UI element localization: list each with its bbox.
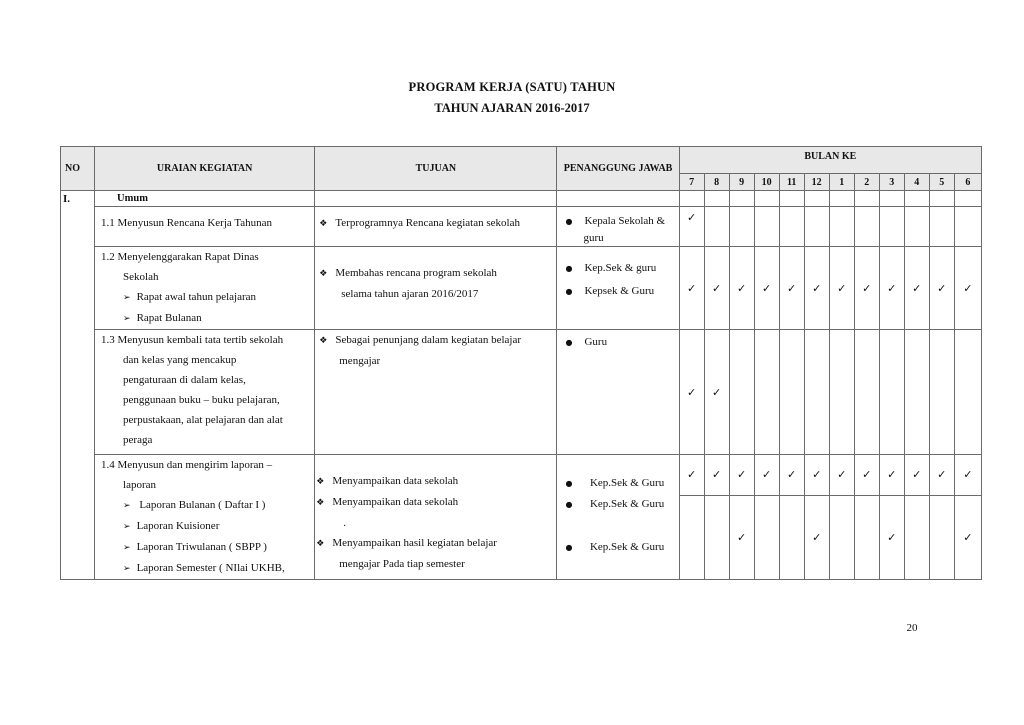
tujuan-text: mengajar Pada tiap semester [339, 558, 465, 570]
month-cell [904, 207, 929, 247]
month-cell [779, 455, 804, 496]
checkmark-icon: ✓ [812, 281, 822, 295]
bullet-icon: ● [565, 500, 573, 509]
uraian-item: Laporan Semester ( NIlai UKHB, [136, 562, 285, 574]
tujuan-text: . [343, 517, 346, 529]
month-cell [879, 455, 904, 496]
month-header: 6 [954, 174, 981, 191]
document-title: PROGRAM KERJA (SATU) TAHUN [408, 80, 616, 94]
checkmark-icon: ✓ [963, 530, 973, 544]
checkmark-icon: ✓ [937, 468, 947, 482]
program-table [60, 146, 982, 580]
month-cell [704, 247, 729, 330]
month-cell [679, 247, 704, 330]
diamond-bullet-icon: ❖ [316, 539, 325, 549]
month-cell [929, 247, 954, 330]
month-cell [954, 247, 981, 330]
pj-text: Kep.Sek & Guru [589, 541, 665, 553]
month-header: 11 [779, 174, 804, 191]
month-cell [754, 207, 779, 247]
month-cell [804, 330, 829, 455]
month-cell [729, 247, 754, 330]
checkmark-icon: ✓ [963, 468, 973, 482]
tujuan-text: Menyampaikan hasil kegiatan belajar [332, 537, 497, 549]
diamond-bullet-icon: ❖ [316, 498, 325, 508]
document-subtitle: TAHUN AJARAN 2016-2017 [434, 101, 590, 115]
month-cell [954, 207, 981, 247]
checkmark-icon: ✓ [912, 281, 922, 295]
checkmark-icon: ✓ [737, 281, 747, 295]
month-cell [879, 330, 904, 455]
diamond-bullet-icon: ❖ [319, 269, 328, 279]
checkmark-icon: ✓ [837, 281, 847, 295]
month-cell [854, 247, 879, 330]
month-cell [954, 455, 981, 496]
month-header: 2 [854, 174, 879, 191]
uraian-text: pengaturaan di dalam kelas, [123, 374, 246, 386]
table-row [61, 207, 982, 247]
bullet-icon: ● [565, 543, 573, 552]
month-header: 7 [679, 174, 704, 191]
checkmark-icon: ✓ [686, 468, 697, 482]
section-row [61, 191, 982, 207]
month-cell [754, 247, 779, 330]
checkmark-icon: ✓ [812, 530, 822, 544]
month-cell [854, 207, 879, 247]
month-header: 3 [879, 174, 904, 191]
table-row [61, 247, 982, 330]
header-penanggung: PENANGGUNG JAWAB [557, 147, 679, 191]
month-cell [879, 207, 904, 247]
tujuan-text: selama tahun ajaran 2016/2017 [341, 288, 479, 300]
checkmark-icon: ✓ [737, 468, 747, 482]
month-cell [779, 495, 804, 579]
arrow-bullet-icon: ➢ [123, 314, 131, 324]
pj-text: Kep.Sek & Guru [589, 498, 665, 510]
month-cell [829, 495, 854, 579]
checkmark-icon: ✓ [812, 468, 822, 482]
month-cell [729, 207, 754, 247]
checkmark-icon: ✓ [887, 281, 897, 295]
month-cell [954, 330, 981, 455]
checkmark-icon: ✓ [686, 385, 697, 399]
checkmark-icon: ✓ [686, 281, 697, 295]
uraian-text: perpustakaan, alat pelajaran dan alat [123, 414, 283, 426]
checkmark-icon: ✓ [712, 281, 722, 295]
month-cell [754, 495, 779, 579]
month-cell [679, 495, 704, 579]
arrow-bullet-icon: ➢ [123, 501, 131, 511]
bullet-icon: ● [565, 217, 573, 226]
checkmark-icon: ✓ [887, 530, 897, 544]
tujuan-text: Menyampaikan data sekolah [332, 496, 459, 508]
month-header: 12 [804, 174, 829, 191]
pj-text: Kep.Sek & guru [584, 262, 657, 274]
header-tujuan: TUJUAN [315, 147, 557, 191]
uraian-text: laporan [123, 479, 157, 491]
diamond-bullet-icon: ❖ [319, 336, 328, 346]
checkmark-icon: ✓ [712, 468, 722, 482]
header-uraian: URAIAN KEGIATAN [95, 147, 315, 191]
bullet-icon: ● [565, 287, 573, 296]
uraian-item: Laporan Triwulanan ( SBPP ) [136, 541, 267, 553]
month-cell [679, 455, 704, 496]
checkmark-icon: ✓ [787, 281, 797, 295]
uraian-text: 1.3 Menyusun kembali tata tertib sekolah [101, 334, 284, 346]
pj-text: Kep.Sek & Guru [589, 477, 665, 489]
uraian-item: Rapat awal tahun pelajaran [136, 291, 256, 303]
section-title: Umum [95, 191, 315, 207]
month-cell [779, 330, 804, 455]
tujuan-text: Sebagai penunjang dalam kegiatan belajar [335, 334, 522, 346]
uraian-text: dan kelas yang mencakup [123, 354, 237, 366]
checkmark-icon: ✓ [862, 281, 872, 295]
month-cell [704, 207, 729, 247]
month-cell [854, 330, 879, 455]
month-cell [954, 495, 981, 579]
page-number: 20 [906, 622, 918, 634]
month-cell [779, 207, 804, 247]
month-cell [854, 495, 879, 579]
month-cell [804, 495, 829, 579]
arrow-bullet-icon: ➢ [123, 522, 131, 532]
month-cell [929, 455, 954, 496]
month-cell [929, 495, 954, 579]
bullet-icon: ● [565, 264, 573, 273]
uraian-item: Laporan Kuisioner [136, 520, 220, 532]
month-cell [879, 247, 904, 330]
tujuan-text: Terprogramnya Rencana kegiatan sekolah [335, 217, 520, 229]
checkmark-icon: ✓ [787, 468, 797, 482]
month-cell [779, 247, 804, 330]
checkmark-icon: ✓ [912, 468, 922, 482]
month-cell [904, 455, 929, 496]
month-cell [804, 455, 829, 496]
month-cell [879, 495, 904, 579]
month-cell [829, 247, 854, 330]
uraian-item: Rapat Bulanan [136, 312, 202, 324]
uraian-text: penggunaan buku – buku pelajaran, [123, 394, 280, 406]
month-cell [754, 330, 779, 455]
uraian-item: Laporan Bulanan ( Daftar I ) [139, 499, 266, 511]
pj-text: Kepsek & Guru [584, 285, 655, 297]
section-number: I. [61, 191, 95, 580]
table-row [61, 330, 982, 455]
month-header: 4 [904, 174, 929, 191]
uraian-text: 1.1 Menyusun Rencana Kerja Tahunan [101, 217, 273, 229]
tujuan-text: mengajar [339, 355, 381, 367]
bullet-icon: ● [565, 338, 573, 347]
checkmark-icon: ✓ [887, 468, 897, 482]
month-header: 1 [829, 174, 854, 191]
table-row [61, 455, 982, 496]
month-cell [679, 330, 704, 455]
month-header: 10 [754, 174, 779, 191]
month-cell [904, 495, 929, 579]
arrow-bullet-icon: ➢ [123, 543, 131, 553]
arrow-bullet-icon: ➢ [123, 293, 131, 303]
header-no: NO [61, 147, 95, 191]
checkmark-icon: ✓ [762, 468, 772, 482]
month-cell [729, 495, 754, 579]
month-cell [704, 455, 729, 496]
month-header: 8 [704, 174, 729, 191]
month-cell [854, 455, 879, 496]
diamond-bullet-icon: ❖ [319, 219, 328, 229]
checkmark-icon: ✓ [862, 468, 872, 482]
month-cell [829, 207, 854, 247]
uraian-text: Sekolah [123, 271, 159, 283]
checkmark-icon: ✓ [712, 385, 722, 399]
month-header: 9 [729, 174, 754, 191]
month-cell [904, 330, 929, 455]
month-cell [704, 495, 729, 579]
month-cell [729, 330, 754, 455]
month-cell [729, 455, 754, 496]
checkmark-icon: ✓ [937, 281, 947, 295]
tujuan-text: Menyampaikan data sekolah [332, 475, 459, 487]
month-cell [804, 247, 829, 330]
month-cell [679, 207, 704, 247]
month-cell [754, 455, 779, 496]
month-cell [829, 330, 854, 455]
checkmark-icon: ✓ [737, 530, 747, 544]
pj-text: Kepala Sekolah & [584, 215, 666, 227]
month-cell [929, 330, 954, 455]
checkmark-icon: ✓ [963, 281, 973, 295]
uraian-text: 1.4 Menyusun dan mengirim laporan – [101, 459, 273, 471]
month-header: 5 [929, 174, 954, 191]
month-cell [929, 207, 954, 247]
month-cell [904, 247, 929, 330]
month-cell [704, 330, 729, 455]
diamond-bullet-icon: ❖ [316, 477, 325, 487]
month-cell [804, 207, 829, 247]
arrow-bullet-icon: ➢ [123, 564, 131, 574]
header-bulan: BULAN KE [679, 147, 981, 174]
checkmark-icon: ✓ [762, 281, 772, 295]
uraian-text: 1.2 Menyelenggarakan Rapat Dinas [101, 251, 259, 263]
checkmark-icon: ✓ [837, 468, 847, 482]
bullet-icon: ● [565, 479, 573, 488]
tujuan-text: Membahas rencana program sekolah [335, 267, 497, 279]
pj-text: Guru [584, 336, 608, 348]
month-cell [829, 455, 854, 496]
checkmark-icon: ✓ [686, 211, 697, 224]
pj-text: guru [583, 232, 604, 244]
uraian-text: peraga [123, 434, 153, 446]
